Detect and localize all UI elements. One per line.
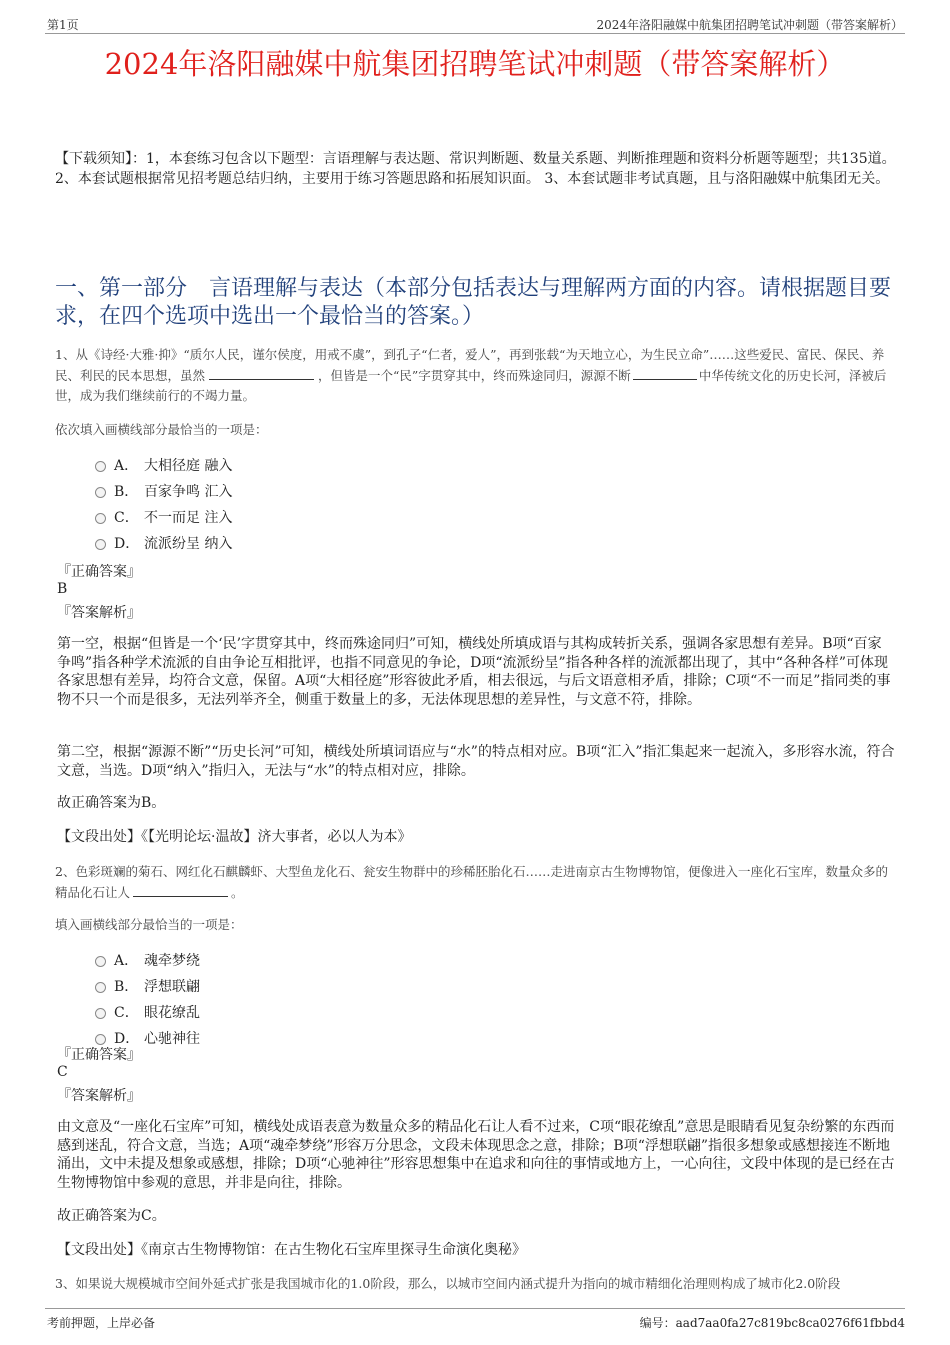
option-text: 眼花缭乱	[144, 1005, 200, 1021]
option-text: 不一而足 注入	[144, 510, 233, 526]
stem-text: 。	[231, 884, 244, 900]
analysis-paragraph: 第二空，根据“源源不断”“历史长河”可知，横线处所填词语应与“水”的特点相对应。B项“汇入”指汇集起来一起流入，多形容水流，符合文意，当选。D项“纳入”指归入，无法与“水”的特点相对应，排除。	[57, 744, 895, 779]
correct-answer: B	[57, 581, 68, 597]
option-letter: A．	[114, 458, 139, 474]
analysis-label: 『答案解析』	[57, 1088, 141, 1104]
radio-button[interactable]	[95, 1034, 106, 1045]
option-a[interactable]	[95, 952, 200, 970]
source-citation: 【文段出处】《【光明论坛·温故】济大事者，必以人为本》	[57, 829, 412, 845]
radio-button[interactable]	[95, 513, 106, 524]
radio-button[interactable]	[95, 1008, 106, 1019]
correct-answer-label: 『正确答案』	[57, 564, 141, 580]
option-b[interactable]	[95, 978, 200, 996]
stem-text: 2、色彩斑斓的菊石、网红化石麒麟虾、大型鱼龙化石、瓮安生物群中的珍稀胚胎化石……走进南京古生物博物馆，便像进入一座化石宝库，数量众多的精品化石让人	[55, 864, 888, 900]
correct-answer: C	[57, 1064, 68, 1080]
radio-button[interactable]	[95, 539, 106, 550]
stem-text: 中华传统文化的历史长河，泽被后世，成为我们继续前行的不竭力量。	[55, 367, 887, 403]
document-id: 编号：aad7aa0fa27c819bc8ca0276f61fbbd4	[639, 1316, 905, 1330]
option-text: 魂牵梦绕	[144, 953, 200, 969]
option-b[interactable]	[95, 483, 232, 501]
header-rule	[45, 33, 905, 34]
option-c[interactable]	[95, 1004, 200, 1022]
option-text: 百家争鸣 汇入	[144, 484, 233, 500]
header-title: 2024年洛阳融媒中航集团招聘笔试冲刺题（带答案解析）	[596, 18, 903, 32]
option-a[interactable]	[95, 457, 232, 475]
blank-1	[209, 366, 314, 380]
radio-button[interactable]	[95, 487, 106, 498]
option-letter: B．	[114, 979, 139, 995]
option-letter: C．	[114, 510, 139, 526]
analysis-conclusion: 故正确答案为B。	[57, 795, 166, 811]
option-letter: A．	[114, 953, 139, 969]
question-2-prompt: 填入画横线部分最恰当的一项是：	[55, 917, 243, 932]
page-number: 第1页	[47, 18, 79, 32]
radio-button[interactable]	[95, 956, 106, 967]
option-letter: B．	[114, 484, 139, 500]
option-letter: D．	[114, 536, 140, 552]
correct-answer-label: 『正确答案』	[57, 1047, 141, 1063]
analysis-paragraph: 第一空，根据“但皆是一个‘民’字贯穿其中，终而殊途同归”可知，横线处所填成语与其构成转折关系，强调各家思想有差异。B项“百家争鸣”指各种学术流派的自由争论互相批评，也指不同意见的争论，D项“流派纷呈”指各种各样的流派都出现了，其中“各种各样”可体现各家思想有差异，均符合文意，保留。A项“大相径庭”形容彼此矛盾，相去很远，与后文语意相矛盾，排除；C项“不一而足”指同类的事物不只一个而是很多，无法列举齐全，侧重于数量上的多，无法体现思想的差异性，与文意不符，排除。	[57, 636, 891, 708]
footer-slogan: 考前押题，上岸必备	[47, 1316, 156, 1330]
download-notice: 【下载须知】：1，本套练习包含以下题型：言语理解与表达题、常识判断题、数量关系题、判断推理题和资料分析题等题型；共135道。 2、本套试题根据常见招考题总结归纳，主要用于练习答题思路和拓展知识面。 3、本套试题非考试真题，且与洛阳融媒中航集团无关。	[55, 151, 896, 187]
stem-text: ，但皆是一个“民”字贯穿其中，终而殊途同归，源源不断	[318, 367, 631, 383]
option-text: 心驰神往	[144, 1031, 200, 1047]
option-letter: C．	[114, 1005, 139, 1021]
question-2-stem	[55, 862, 900, 903]
question-1-prompt: 依次填入画横线部分最恰当的一项是：	[55, 422, 268, 437]
blank-2	[633, 366, 697, 380]
question-1-stem	[55, 345, 900, 407]
option-letter: D．	[114, 1031, 140, 1047]
section-heading: 一、第一部分 言语理解与表达（本部分包括表达与理解两方面的内容。请根据题目要求，在四个选项中选出一个最恰当的答案。）	[55, 276, 892, 329]
option-text: 流派纷呈 纳入	[144, 536, 233, 552]
option-text: 大相径庭 融入	[144, 458, 233, 474]
analysis-conclusion: 故正确答案为C。	[57, 1208, 166, 1224]
document-title: 2024年洛阳融媒中航集团招聘笔试冲刺题（带答案解析）	[104, 47, 846, 81]
source-citation: 【文段出处】《南京古生物博物馆：在古生物化石宝库里探寻生命演化奥秘》	[57, 1242, 526, 1258]
option-text: 浮想联翩	[144, 979, 200, 995]
option-d[interactable]	[95, 535, 232, 553]
blank-1	[133, 883, 228, 897]
radio-button[interactable]	[95, 461, 106, 472]
footer-rule	[45, 1308, 905, 1309]
radio-button[interactable]	[95, 982, 106, 993]
stem-text: 1、从《诗经·大雅·抑》“质尔人民，谨尔侯度，用戒不虞”，到孔子“仁者，爱人”，再到张载“为天地立心，为生民立命”……这些爱民、富民、保民、养民、利民的民本思想，虽然	[55, 347, 885, 383]
analysis-paragraph: 由文意及“一座化石宝库”可知，横线处成语表意为数量众多的精品化石让人看不过来，C项“眼花缭乱”意思是眼睛看见复杂纷繁的东西而感到迷乱，符合文意，当选；A项“魂牵梦绕”形容万分思念，文段未体现思念之意，排除；B项“浮想联翩”指很多想象或感想接连不断地涌出，文中未提及想象或感想，排除；D项“心驰神往”形容思想集中在追求和向往的事情或地方上，一心向往，文段中体现的是已经在古生物博物馆中参观的意思，并非是向往，排除。	[57, 1119, 895, 1191]
option-c[interactable]	[95, 509, 232, 527]
analysis-label: 『答案解析』	[57, 605, 141, 621]
question-3-stem: 3、如果说大规模城市空间外延式扩张是我国城市化的1.0阶段，那么，以城市空间内涵式提升为指向的城市精细化治理则构成了城市化2.0阶段	[55, 1276, 841, 1291]
